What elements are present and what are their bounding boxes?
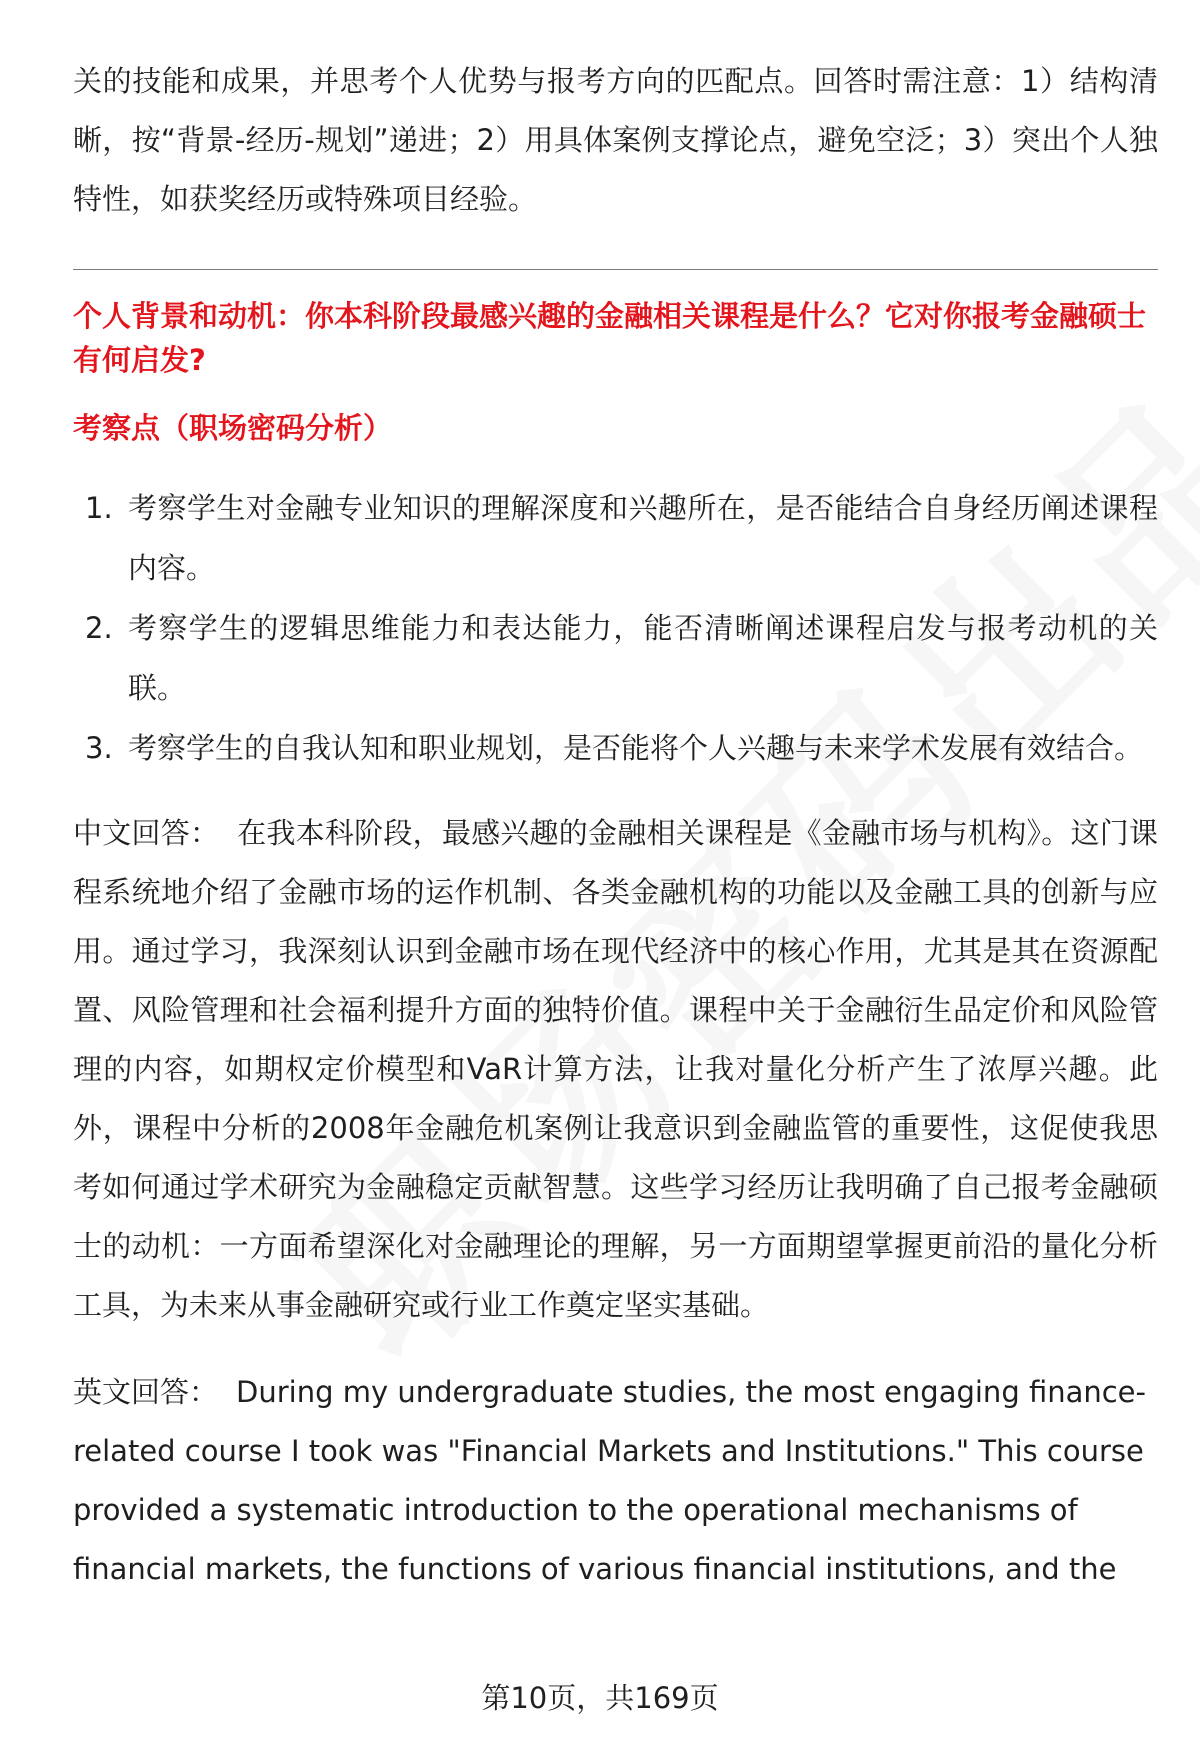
chinese-answer (73, 804, 1158, 1335)
chinese-answer-label: 中文回答： (73, 816, 220, 850)
list-item (73, 718, 1158, 778)
english-answer-text: During my undergraduate studies, the most engaging finance-related course I took was "Financial Markets and Institutions." This course provided a systematic introduction to the operational mechanisms of financial markets, the functions of various financial institutions, and the (73, 1375, 1146, 1586)
chinese-answer-text: 在我本科阶段，最感兴趣的金融相关课程是《金融市场与机构》。这门课程系统地介绍了金融市场的运作机制、各类金融机构的功能以及金融工具的创新与应用。通过学习，我深刻认识到金融市场在现代经济中的核心作用，尤其是其在资源配置、风险管理和社会福利提升方面的独特价值。课程中关于金融衍生品定价和风险管理的内容，如期权定价模型和VaR计算方法，让我对量化分析产生了浓厚兴趣。此外，课程中分析的2008年金融危机案例让我意识到金融监管的重要性，这促使我思考如何通过学术研究为金融稳定贡献智慧。这些学习经历让我明确了自己报考金融硕士的动机：一方面希望深化对金融理论的理解，另一方面期望掌握更前沿的量化分析工具，为未来从事金融研究或行业工作奠定坚实基础。 (73, 816, 1158, 1322)
page-content (73, 52, 1158, 1599)
english-answer (73, 1363, 1158, 1599)
list-item (73, 598, 1158, 718)
list-item-number: 3. (85, 731, 113, 765)
list-item-text: 考察学生的自我认知和职业规划，是否能将个人兴趣与未来学术发展有效结合。 (128, 731, 1144, 765)
page-number-footer: 第10页，共169页 (481, 1681, 719, 1715)
list-item-number: 2. (85, 611, 113, 645)
section-divider (73, 269, 1158, 270)
list-item-text: 考察学生对金融专业知识的理解深度和兴趣所在，是否能结合自身经历阐述课程内容。 (128, 491, 1158, 585)
list-item (73, 478, 1158, 598)
list-item-number: 1. (85, 491, 113, 525)
assessment-subheading: 考察点（职场密码分析） (73, 411, 393, 445)
question-heading: 个人背景和动机：你本科阶段最感兴趣的金融相关课程是什么？它对你报考金融硕士有何启发? (73, 299, 1147, 377)
list-item-text: 考察学生的逻辑思维能力和表达能力，能否清晰阐述课程启发与报考动机的关联。 (128, 611, 1158, 705)
assessment-points-list (73, 478, 1158, 778)
english-answer-label: 英文回答： (73, 1375, 219, 1409)
intro-paragraph: 关的技能和成果，并思考个人优势与报考方向的匹配点。回答时需注意：1）结构清晰，按“背景-经历-规划”递进；2）用具体案例支撑论点，避免空泛；3）突出个人独特性，如获奖经历或特殊项目经验。 (73, 64, 1158, 216)
